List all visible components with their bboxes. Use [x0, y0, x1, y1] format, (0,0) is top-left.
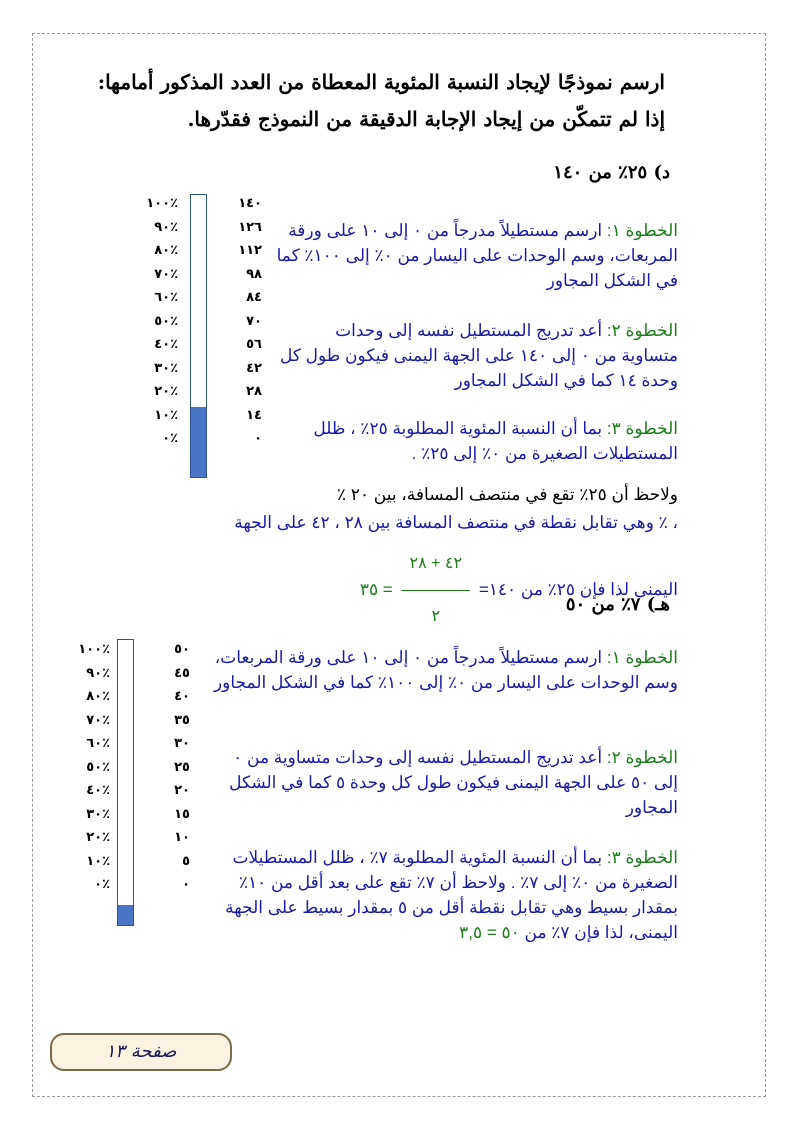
value-tick-label: ١٠ [174, 830, 190, 845]
value-tick-label: ١٥ [174, 806, 190, 822]
value-tick-label: ٢٠ [174, 783, 190, 798]
part-d-bar [190, 194, 207, 478]
part-d-result-line [360, 538, 678, 643]
result-value: = ٣٥ [359, 579, 393, 599]
percent-tick-label: ٪٠ [162, 431, 178, 446]
percent-tick-label: ٪٤٠ [154, 337, 178, 352]
part-d-bar-fill [191, 407, 206, 478]
percent-tick-label: ٪٢٠ [86, 830, 110, 845]
part-e-percent-column [50, 638, 110, 897]
part-d-note-1 [337, 482, 678, 507]
percent-tick-label: ٪٣٠ [86, 806, 110, 822]
percent-tick-label: ٪١٠ [154, 407, 178, 423]
page-number-tab [50, 1033, 232, 1071]
page-number-label: صفحة ١٣ [105, 1041, 177, 1062]
result-fraction [401, 538, 470, 643]
part-e-bar-fill [118, 905, 133, 925]
percent-tick-label: ٪١٠٠ [146, 196, 178, 211]
value-tick-label: ١٤ [246, 407, 262, 423]
percent-tick-label: ٪٧٠ [86, 712, 110, 728]
percent-tick-label: ٪٧٠ [154, 266, 178, 282]
percent-tick-label: ٪٦٠ [86, 736, 110, 751]
step-3-text: بما أن النسبة المئوية المطلوبة ٢٥٪ ، ظلل المستطيلات الصغيرة من ٠٪ إلى ٢٥٪ . [313, 419, 678, 463]
part-d-note-2 [234, 510, 678, 535]
value-tick-label: ١١٢ [238, 243, 262, 258]
step-3-label: الخطوة ٣: [606, 848, 678, 867]
part-e-bar [117, 639, 134, 926]
note-1-text: ولاحظ أن ٢٥٪ تقع في منتصف المسافة، بين ٢٠ ٪ [336, 485, 678, 504]
step-3-result: ٥٠ = ٣,٥ [459, 923, 520, 942]
step-1-text: ارسم مستطيلاً مدرجاً من ٠ إلى ١٠ على ورقة المربعات، وسم الوحدات على اليسار من ٠٪ إلى ١٠٠٪ كما في الشكل المجاور [276, 221, 678, 290]
step-1-text: ارسم مستطيلاً مدرجاً من ٠ إلى ١٠ على ورقة المربعات، وسم الوحدات على اليسار من ٠٪ إلى ١٠٠٪ كما في الشكل المجاور [213, 648, 678, 692]
percent-tick-label: ٪٥٠ [86, 759, 110, 775]
step-1-label: الخطوة ١: [606, 221, 678, 240]
part-e-step-1 [205, 645, 678, 695]
step-2-text: أعد تدريج المستطيل نفسه إلى وحدات متساوية من ٠ إلى ١٤٠ على الجهة اليمنى فيكون طول كل وحدة ١٤ كما في الشكل المجاور [279, 321, 678, 390]
percent-tick-label: ٪٩٠ [154, 219, 178, 235]
percent-tick-label: ٪٠ [94, 877, 110, 892]
percent-tick-label: ٪٣٠ [154, 360, 178, 376]
result-text: اليمنى لذا فإن ٢٥٪ من ١٤٠= [478, 579, 678, 599]
value-tick-label: ٧٠ [246, 313, 262, 329]
percent-tick-label: ٪٤٠ [86, 783, 110, 798]
part-d-title: د) ٢٥٪ من ١٤٠ [553, 162, 670, 183]
part-e-step-2 [205, 745, 678, 820]
percent-tick-label: ٪٨٠ [86, 689, 110, 704]
fraction-denominator: ٢ [431, 608, 441, 625]
step-3-label: الخطوة ٣: [606, 419, 678, 438]
step-3-text: بما أن النسبة المئوية المطلوبة ٧٪ ، ظلل المستطيلات الصغيرة من ٠٪ إلى ٧٪ . ولاحظ أن ٧٪ تقع على بعد أقل من ١٠٪ بمقدار بسيط وهي تقابل نقطة أقل من ٥ بمقدار بسيط على الجهة اليمنى، لذا فإن ٧٪ من [225, 848, 678, 942]
part-e-step-3 [205, 845, 678, 945]
part-d-step-2 [275, 318, 678, 393]
percent-tick-label: ٪٢٠ [154, 384, 178, 399]
value-tick-label: ٨٤ [246, 290, 262, 305]
value-tick-label: ١٢٦ [238, 219, 262, 235]
value-tick-label: ٣٥ [174, 712, 190, 728]
percent-tick-label: ٪٩٠ [86, 665, 110, 681]
percent-tick-label: ٪١٠٠ [78, 642, 110, 657]
value-tick-label: ٩٨ [246, 266, 262, 282]
step-2-text: أعد تدريج المستطيل نفسه إلى وحدات متساوية من ٠ إلى ٥٠ على الجهة اليمنى فيكون طول كل وحدة ٥ كما في الشكل المجاور [229, 748, 678, 817]
percent-tick-label: ٪٨٠ [154, 243, 178, 258]
value-tick-label: ٠ [182, 877, 190, 892]
part-d-step-3 [275, 416, 678, 466]
part-d-value-column [214, 192, 262, 451]
step-1-label: الخطوة ١: [606, 648, 678, 667]
instruction-line-2: إذا لم تتمكّن من إيجاد الإجابة الدقيقة من النموذج فقدّرها. [187, 107, 665, 131]
instruction-line-1: ارسم نموذجًا لإيجاد النسبة المئوية المعطاة من العدد المذكور أمامها: [97, 70, 665, 94]
percent-tick-label: ٪٦٠ [154, 290, 178, 305]
value-tick-label: ٤٠ [174, 689, 190, 704]
note-2-text: ، ٪ وهي تقابل نقطة في منتصف المسافة بين ٢٨ ، ٤٢ على الجهة [234, 513, 678, 532]
fraction-numerator: ٤٢ + ٢٨ [401, 538, 470, 591]
value-tick-label: ٥٠ [174, 642, 190, 657]
value-tick-label: ٥ [182, 853, 190, 869]
part-e-title: هـ) ٧٪ من ٥٠ [565, 594, 670, 615]
percent-tick-label: ٪٥٠ [154, 313, 178, 329]
part-d-percent-column [118, 192, 178, 451]
value-tick-label: ١٤٠ [238, 196, 262, 211]
percent-tick-label: ٪١٠ [86, 853, 110, 869]
value-tick-label: ٣٠ [174, 736, 190, 751]
value-tick-label: ٠ [254, 431, 262, 446]
value-tick-label: ٤٢ [246, 360, 262, 376]
step-2-label: الخطوة ٢: [606, 748, 678, 767]
value-tick-label: ٤٥ [174, 665, 190, 681]
step-2-label: الخطوة ٢: [606, 321, 678, 340]
value-tick-label: ٢٥ [174, 759, 190, 775]
part-e-value-column [140, 638, 190, 897]
value-tick-label: ٥٦ [246, 337, 262, 352]
value-tick-label: ٢٨ [246, 384, 262, 399]
part-d-step-1 [275, 218, 678, 293]
